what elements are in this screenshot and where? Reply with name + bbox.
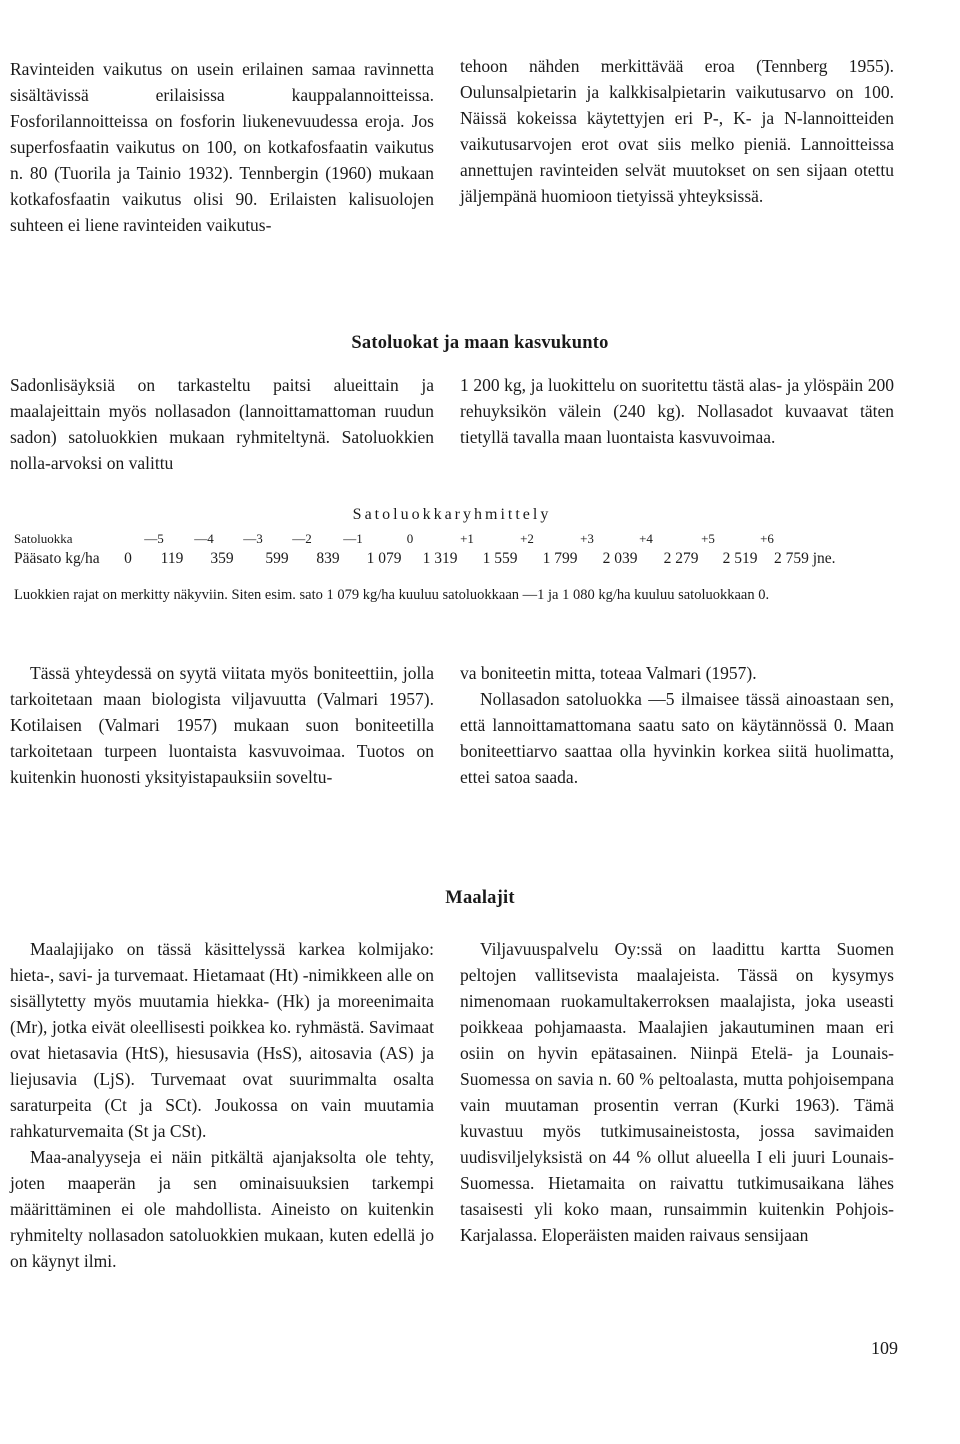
paragraph: Ravinteiden vaikutus on usein erilainen samaa ravinnetta sisältävissä erilaisissa kauppalannoitteissa. Fosforilannoitteissa on fosforin liukenevuudessa eroja. Jos superfosfaatin vaikutus on 100, on kotkafosfaatin vaikutus n. 80 (Tuorila ja Tainio 1932). Tennbergin (1960) mukaan kotkafosfaatin vaikutus olisi 90. Erilaisten kalisuolojen suhteen ei liene ravinteiden vaikutus-	[10, 59, 434, 235]
class-cell: —3	[243, 531, 263, 546]
table-title: Satoluokkaryhmittely	[352, 506, 552, 523]
bound-cell: 1 079	[366, 550, 402, 567]
bound-cell: 2 759 jne.	[774, 550, 836, 567]
class-cell: +6	[760, 531, 774, 546]
paragraph: Maa-analyyseja ei näin pitkältä ajanjaksolta ole tehty, joten maaperän ja sen ominaisuuksien tarkempi määrittäminen ei ole mahdollista. Aineisto on kuitenkin ryhmitelty nollasadon satoluokkien mukaan, kuten edellä jo on käynyt ilmi.	[10, 1147, 434, 1271]
paragraph: Tässä yhteydessä on syytä viitata myös boniteettiin, jolla tarkoitetaan maan biologista viljavuutta (Valmari 1957). Kotilaisen (Valmari 1957) mukaan suon boniteetilla tarkoitetaan turpeen luontaista kasvuvoimaa. Tuotos on kuitenkin huonosti yksityistapauksiin soveltu-	[10, 663, 434, 787]
section3-left-column	[10, 936, 434, 1274]
bound-cell: 2 279	[663, 550, 699, 567]
class-label: Satoluokka	[14, 531, 73, 546]
top-left-column	[10, 56, 434, 238]
top-right-column	[460, 53, 894, 209]
section2-left-column	[10, 660, 434, 790]
class-cell: +2	[520, 531, 534, 546]
bound-cell: 599	[265, 550, 289, 567]
section2-right-column	[460, 660, 894, 790]
page-number: 109	[871, 1338, 898, 1358]
bound-cell: 1 559	[482, 550, 518, 567]
class-cell: —1	[343, 531, 363, 546]
class-cell: +4	[639, 531, 653, 546]
paragraph: 1 200 kg, ja luokittelu on suoritettu tästä alas- ja ylöspäin 200 rehuyksikön välein (240 kg). Nollasadot kuvaavat täten tietyllä tavalla maan luontaista kasvuvoimaa.	[460, 375, 894, 447]
bound-cell: 1 799	[542, 550, 578, 567]
section-heading: Maalajit	[445, 888, 515, 908]
class-cell: +1	[460, 531, 474, 546]
class-cell: —2	[292, 531, 312, 546]
paragraph: Sadonlisäyksiä on tarkasteltu paitsi alueittain ja maalajeittain myös nollasadon (lannoittamattoman ruudun sadon) satoluokkien mukaan ryhmiteltynä. Satoluokkien nolla-arvoksi on valittu	[10, 375, 434, 473]
yield-label: Pääsato kg/ha	[14, 550, 100, 567]
bound-cell: 2 519	[722, 550, 758, 567]
class-cell: +5	[701, 531, 715, 546]
paragraph: Nollasadon satoluokka —5 ilmaisee tässä ainoastaan sen, että lannoittamattomana saatu sato on käytännössä 0. Maan boniteettiarvo saattaa olla hyvinkin korkea siitä huolimatta, ettei satoa saada.	[460, 689, 894, 787]
bound-cell: 1 319	[422, 550, 458, 567]
section1-left-column	[10, 372, 434, 476]
paragraph: Viljavuuspalvelu Oy:ssä on laadittu kartta Suomen peltojen vallitsevista maalajeista. Tässä on kysymys nimenomaan ruokamultakerroksen maalajista, joka useasti poikkeaa pohjamaasta. Maalajien jakautuminen maan eri osiin on hyvin epätasainen. Niinpä Etelä- ja Lounais-Suomessa on savia n. 60 % peltoalasta, mutta pohjoisempana vain muutaman prosentin verran (Kurki 1963). Tämä kuvastuu myös tutkimusaineistosta, jossa savimaiden uudisviljelyksistä on 44 % ollut alueella I eli juuri Lounais-Suomessa. Hietamaita on raivattu tutkimusaikana lähes tasaisesti yli koko maan, runsaimmin kuitenkin Pohjois-Karjalassa. Eloperäisten maiden raivaus sensijaan	[460, 939, 894, 1245]
section3-right-column	[460, 936, 894, 1248]
paragraph: Maalajijako on tässä käsittelyssä karkea kolmijako: hieta-, savi- ja turvemaat. Hietamaat (Ht) -nimikkeen alle on sisällytetty myös muutamia hiekka- (Hk) ja moreenimaita (Mr), jotka eivät oleellisesti poikkea ko. ryhmästä. Savimaat ovat hietasavia (HtS), hiesusavia (HsS), aitosavia (AS) ja liejusavia (LjS). Turvemaat ovat suurimmalta osalta saraturpeita (Ct ja SCt). Joukossa on vain muutamia rahkaturvemaita (St ja CSt).	[10, 939, 434, 1141]
paragraph: tehoon nähden merkittävää eroa (Tennberg 1955). Oulunsalpietarin ja kalkkisalpietarin vaikutusarvo on 100. Näissä kokeissa käytettyjen eri P-, K- ja N-lannoitteiden vaikutusarvojen erot ovat siis melko pieniä. Lannoitteissa annettujen ravinteiden selvät muutokset on sen sijaan otettu jäljempänä huomioon tietyissä yhteyksissä.	[460, 56, 894, 206]
class-cell: 0	[406, 531, 414, 546]
bound-cell: 839	[316, 550, 340, 567]
table-note: Luokkien rajat on merkitty näkyviin. Siten esim. sato 1 079 kg/ha kuuluu satoluokkaan —1 ja 1 080 kg/ha kuuluu satoluokkaan 0.	[14, 587, 770, 603]
yield-row	[14, 550, 906, 572]
section-heading: Satoluokat ja maan kasvukunto	[351, 333, 609, 353]
bound-cell: 2 039	[602, 550, 638, 567]
class-cell: +3	[580, 531, 594, 546]
class-row	[14, 531, 906, 549]
class-cell: —4	[194, 531, 214, 546]
class-cell: —5	[144, 531, 164, 546]
bound-cell: 359	[210, 550, 234, 567]
bound-cell: 0	[124, 550, 132, 567]
bound-cell: 119	[160, 550, 184, 567]
paragraph: va boniteetin mitta, toteaa Valmari (1957).	[460, 663, 757, 683]
section1-right-column	[460, 372, 894, 450]
